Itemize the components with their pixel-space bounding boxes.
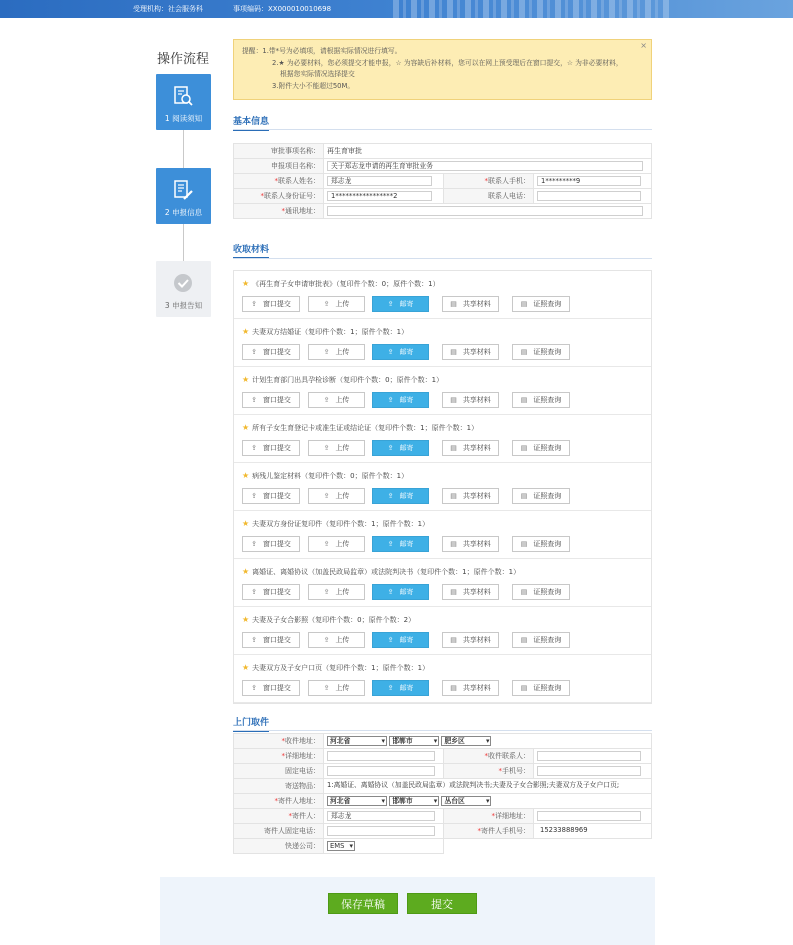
material-item bbox=[234, 415, 651, 463]
upload-tray-icon: ⇪ bbox=[323, 396, 330, 404]
document-search-icon bbox=[172, 85, 194, 107]
field-label: 寄件人地址： bbox=[278, 797, 320, 805]
sidebar-title: 操作流程 bbox=[157, 52, 210, 67]
upload-tray-icon: ⇪ bbox=[323, 684, 330, 692]
certificate-query-button[interactable] bbox=[512, 488, 570, 504]
button-label: 窗口提交 bbox=[262, 300, 291, 308]
material-item bbox=[234, 607, 651, 655]
button-label: 证照查询 bbox=[533, 492, 562, 500]
upload-button[interactable] bbox=[308, 440, 365, 456]
upload-tray-icon: ⇪ bbox=[251, 684, 257, 692]
submit-button[interactable]: 提交 bbox=[407, 893, 477, 914]
recv-city-select[interactable]: 邯郸市 ▾ bbox=[389, 736, 439, 746]
mail-button[interactable] bbox=[372, 392, 429, 408]
field-label: 收件地址： bbox=[285, 737, 320, 745]
recv-district-select[interactable]: 肥乡区 ▾ bbox=[441, 736, 491, 746]
contact-phone-input[interactable]: 1*********9 bbox=[537, 176, 641, 186]
button-label: 邮寄 bbox=[399, 540, 414, 548]
window-submit-button[interactable] bbox=[242, 536, 300, 552]
material-title: 夫妻双方结婚证（复印件个数：1；原件个数：1） bbox=[252, 328, 409, 336]
upload-button[interactable] bbox=[308, 488, 365, 504]
share-materials-button[interactable] bbox=[442, 296, 499, 312]
material-title: 夫妻双方身份证复印件（复印件个数：1；原件个数：1） bbox=[252, 520, 430, 528]
certificate-icon: ▤ bbox=[520, 300, 528, 308]
required-star-icon: ★ bbox=[242, 519, 250, 528]
section-rule bbox=[233, 129, 652, 130]
upload-tray-icon: ⇪ bbox=[387, 636, 394, 644]
required-star-icon: ★ bbox=[242, 567, 250, 576]
button-label: 窗口提交 bbox=[262, 636, 291, 644]
contact-tel-input[interactable] bbox=[537, 191, 641, 201]
upload-tray-icon: ⇪ bbox=[323, 540, 330, 548]
upload-tray-icon: ⇪ bbox=[251, 588, 257, 596]
material-title-row bbox=[242, 375, 443, 385]
sender-mobile-label-cell: *寄件人手机号： bbox=[444, 824, 534, 839]
button-label: 上传 bbox=[335, 492, 350, 500]
button-label: 邮寄 bbox=[399, 348, 414, 356]
city-skyline-decoration bbox=[393, 0, 673, 18]
sender-mobile-value[interactable]: 15233888969 bbox=[537, 826, 641, 836]
field-label: 审批事项名称： bbox=[234, 144, 324, 159]
upload-button[interactable] bbox=[308, 344, 365, 360]
button-label: 邮寄 bbox=[399, 684, 414, 692]
upload-tray-icon: ⇪ bbox=[387, 300, 394, 308]
item-code-text: 事项编码：XX000010010698 bbox=[233, 5, 332, 13]
button-label: 共享材料 bbox=[462, 396, 491, 404]
upload-tray-icon: ⇪ bbox=[387, 348, 394, 356]
check-circle-icon bbox=[172, 272, 194, 294]
save-draft-button[interactable]: 保存草稿 bbox=[328, 893, 398, 914]
upload-tray-icon: ⇪ bbox=[323, 588, 330, 596]
field-label: 固定电话： bbox=[234, 764, 324, 779]
certificate-icon: ▤ bbox=[520, 396, 528, 404]
button-label: 证照查询 bbox=[533, 540, 562, 548]
upload-button[interactable] bbox=[308, 392, 365, 408]
shared-docs-icon: ▤ bbox=[450, 300, 457, 308]
sender-addr-selects bbox=[324, 794, 652, 809]
required-star-icon: ★ bbox=[242, 471, 250, 480]
notice-line: 2.★ 为必要材料，您必须提交才能申报，☆ 为容缺后补材料，您可以在网上预受理后在窗口提交，☆ 为非必要材料， bbox=[272, 58, 623, 67]
certificate-icon: ▤ bbox=[520, 540, 528, 548]
sender-addr-label-cell: *寄件人地址： bbox=[234, 794, 324, 809]
button-label: 共享材料 bbox=[462, 540, 491, 548]
upload-tray-icon: ⇪ bbox=[387, 492, 394, 500]
material-title: 所有子女生育登记卡或准生证或结论证（复印件个数：1；原件个数：1） bbox=[252, 424, 479, 432]
material-item bbox=[234, 463, 651, 511]
section-heading-pickup: 上门取件 bbox=[233, 715, 269, 732]
certificate-icon: ▤ bbox=[520, 348, 528, 356]
id-label-cell: *联系人身份证号： bbox=[234, 189, 324, 204]
section-heading-basic-info: 基本信息 bbox=[233, 114, 269, 131]
shared-docs-icon: ▤ bbox=[450, 492, 457, 500]
upload-tray-icon: ⇪ bbox=[323, 492, 330, 500]
shared-docs-icon: ▤ bbox=[450, 444, 457, 452]
material-item bbox=[234, 559, 651, 607]
sender-name-input[interactable]: 郑志龙 bbox=[327, 811, 435, 821]
button-label: 证照查询 bbox=[533, 348, 562, 356]
button-label: 上传 bbox=[335, 636, 350, 644]
upload-tray-icon: ⇪ bbox=[323, 636, 330, 644]
button-label: 窗口提交 bbox=[262, 444, 291, 452]
item-name-value: 再生育审批 bbox=[324, 144, 652, 159]
material-title-row bbox=[242, 663, 429, 673]
share-materials-button[interactable] bbox=[442, 680, 499, 696]
recv-contact-label-cell: *收件联系人： bbox=[444, 749, 534, 764]
certificate-query-button[interactable] bbox=[512, 584, 570, 600]
material-title: 计划生育部门出具孕检诊断（复印件个数：0；原件个数：1） bbox=[252, 376, 444, 384]
step-label: 2 申报信息 bbox=[164, 208, 203, 217]
document-edit-icon bbox=[172, 179, 194, 201]
notice-line: 提醒：1.带*号为必填项，请根据实际情况进行填写。 bbox=[242, 47, 402, 55]
window-submit-button[interactable] bbox=[242, 392, 300, 408]
material-title-row bbox=[242, 519, 429, 529]
button-label: 证照查询 bbox=[533, 444, 562, 452]
upload-tray-icon: ⇪ bbox=[251, 444, 257, 452]
pickup-form bbox=[233, 733, 652, 854]
button-label: 证照查询 bbox=[533, 588, 562, 596]
mail-button[interactable] bbox=[372, 296, 429, 312]
recv-contact-input[interactable] bbox=[537, 751, 641, 761]
button-label: 共享材料 bbox=[462, 684, 491, 692]
window-submit-button[interactable] bbox=[242, 296, 300, 312]
recv-province-select[interactable]: 河北省 ▾ bbox=[327, 736, 387, 746]
mobile-label-cell: *手机号： bbox=[444, 764, 534, 779]
field-label: 通讯地址： bbox=[285, 207, 320, 215]
upload-tray-icon: ⇪ bbox=[323, 348, 330, 356]
certificate-icon: ▤ bbox=[520, 588, 528, 596]
shared-docs-icon: ▤ bbox=[450, 348, 457, 356]
field-label: 快递公司： bbox=[234, 839, 324, 854]
upload-tray-icon: ⇪ bbox=[323, 444, 330, 452]
share-materials-button[interactable] bbox=[442, 584, 499, 600]
mail-button[interactable] bbox=[372, 536, 429, 552]
upload-tray-icon: ⇪ bbox=[251, 636, 257, 644]
send-district-select[interactable]: 丛台区 ▾ bbox=[441, 796, 491, 806]
sender-detail-label-cell: *详细地址： bbox=[444, 809, 534, 824]
sender-label-cell: *寄件人： bbox=[234, 809, 324, 824]
field-label: 联系人电话： bbox=[444, 189, 534, 204]
shared-docs-icon: ▤ bbox=[450, 396, 457, 404]
id-number-input[interactable]: 1*****************2 bbox=[327, 191, 432, 201]
send-city-select[interactable]: 邯郸市 ▾ bbox=[389, 796, 439, 806]
material-item bbox=[234, 319, 651, 367]
sender-tel-input[interactable] bbox=[327, 826, 435, 836]
share-materials-button[interactable] bbox=[442, 440, 499, 456]
shared-docs-icon: ▤ bbox=[450, 636, 457, 644]
window-submit-button[interactable] bbox=[242, 680, 300, 696]
upload-tray-icon: ⇪ bbox=[251, 396, 257, 404]
upload-button[interactable] bbox=[308, 296, 365, 312]
recv-addr-label-cell: *收件地址： bbox=[234, 734, 324, 749]
upload-tray-icon: ⇪ bbox=[387, 684, 394, 692]
step-connector bbox=[183, 224, 184, 261]
field-label: 收件联系人： bbox=[488, 752, 530, 760]
field-label: 寄件人： bbox=[292, 812, 320, 820]
share-materials-button[interactable] bbox=[442, 344, 499, 360]
mail-button[interactable] bbox=[372, 632, 429, 648]
material-title-row bbox=[242, 423, 478, 433]
certificate-icon: ▤ bbox=[520, 492, 528, 500]
button-label: 邮寄 bbox=[399, 396, 414, 404]
button-label: 上传 bbox=[335, 540, 350, 548]
field-label: 寄件人手机号： bbox=[481, 827, 530, 835]
material-title: 病残儿鉴定材料（复印件个数：0；原件个数：1） bbox=[252, 472, 409, 480]
sender-detail-input[interactable] bbox=[537, 811, 641, 821]
button-label: 上传 bbox=[335, 588, 350, 596]
field-label: 详细地址： bbox=[495, 812, 530, 820]
notice-box bbox=[233, 39, 652, 100]
contact-phone-label-cell: *联系人手机： bbox=[444, 174, 534, 189]
material-title-row bbox=[242, 327, 408, 337]
button-label: 上传 bbox=[335, 396, 350, 404]
step-connector bbox=[183, 130, 184, 168]
certificate-query-button[interactable] bbox=[512, 392, 570, 408]
contact-name-input[interactable]: 郑志龙 bbox=[327, 176, 432, 186]
button-label: 窗口提交 bbox=[262, 540, 291, 548]
certificate-query-button[interactable] bbox=[512, 536, 570, 552]
upload-tray-icon: ⇪ bbox=[387, 588, 394, 596]
notice-line: 3.附件大小不能超过50M。 bbox=[272, 81, 355, 90]
button-label: 邮寄 bbox=[399, 636, 414, 644]
button-label: 窗口提交 bbox=[262, 348, 291, 356]
material-title: 离婚证、离婚协议（加盖民政局监章）或法院判决书（复印件个数：1；原件个数：1） bbox=[252, 568, 521, 576]
button-label: 邮寄 bbox=[399, 300, 414, 308]
mail-button[interactable] bbox=[372, 344, 429, 360]
project-name-input[interactable]: 关于郑志龙申请的再生育审批业务 bbox=[327, 161, 643, 171]
recv-detail-input[interactable] bbox=[327, 751, 435, 761]
window-submit-button[interactable] bbox=[242, 440, 300, 456]
field-label: 详细地址： bbox=[285, 752, 320, 760]
required-star-icon: ★ bbox=[242, 327, 250, 336]
section-rule bbox=[233, 258, 652, 259]
upload-tray-icon: ⇪ bbox=[323, 300, 330, 308]
upload-tray-icon: ⇪ bbox=[387, 444, 394, 452]
certificate-query-button[interactable] bbox=[512, 632, 570, 648]
button-label: 共享材料 bbox=[462, 492, 491, 500]
recv-fixed-tel-input[interactable] bbox=[327, 766, 435, 776]
share-materials-button[interactable] bbox=[442, 392, 499, 408]
material-item bbox=[234, 367, 651, 415]
button-label: 共享材料 bbox=[462, 444, 491, 452]
step-fill-info[interactable] bbox=[156, 168, 211, 224]
close-icon[interactable]: × bbox=[640, 41, 647, 50]
window-submit-button[interactable] bbox=[242, 584, 300, 600]
required-star-icon: ★ bbox=[242, 615, 250, 624]
recv-mobile-input[interactable] bbox=[537, 766, 641, 776]
button-label: 共享材料 bbox=[462, 300, 491, 308]
shared-docs-icon: ▤ bbox=[450, 588, 457, 596]
field-label: 手机号： bbox=[502, 767, 530, 775]
required-star-icon: ★ bbox=[242, 423, 250, 432]
notice-line: 根据您实际情况选择提交 bbox=[280, 70, 355, 78]
required-star-icon: ★ bbox=[242, 375, 250, 384]
upload-button[interactable] bbox=[308, 632, 365, 648]
upload-tray-icon: ⇪ bbox=[251, 492, 257, 500]
step-label: 3 申报告知 bbox=[164, 301, 203, 310]
field-label: 申报项目名称： bbox=[234, 159, 324, 174]
button-label: 邮寄 bbox=[399, 588, 414, 596]
button-label: 窗口提交 bbox=[262, 396, 291, 404]
material-title: 夫妻双方及子女户口页（复印件个数：1；原件个数：1） bbox=[252, 664, 430, 672]
material-title-row bbox=[242, 615, 415, 625]
button-label: 窗口提交 bbox=[262, 684, 291, 692]
button-label: 邮寄 bbox=[399, 492, 414, 500]
window-submit-button[interactable] bbox=[242, 632, 300, 648]
share-materials-button[interactable] bbox=[442, 536, 499, 552]
upload-button[interactable] bbox=[308, 584, 365, 600]
material-item bbox=[234, 511, 651, 559]
button-label: 证照查询 bbox=[533, 396, 562, 404]
upload-tray-icon: ⇪ bbox=[251, 348, 257, 356]
recv-addr-selects bbox=[324, 734, 652, 749]
material-title-row bbox=[242, 567, 520, 577]
button-label: 上传 bbox=[335, 444, 350, 452]
step-notification[interactable] bbox=[156, 261, 211, 317]
upload-button[interactable] bbox=[308, 536, 365, 552]
button-label: 上传 bbox=[335, 348, 350, 356]
basic-info-form bbox=[233, 143, 652, 219]
contact-name-label-cell: *联系人姓名： bbox=[234, 174, 324, 189]
material-title: 《再生育子女申请审批表》（复印件个数：0；原件个数：1） bbox=[252, 280, 440, 288]
share-materials-button[interactable] bbox=[442, 488, 499, 504]
certificate-query-button[interactable] bbox=[512, 680, 570, 696]
upload-button[interactable] bbox=[308, 680, 365, 696]
shared-docs-icon: ▤ bbox=[450, 540, 457, 548]
required-star-icon: ★ bbox=[242, 279, 250, 288]
address-input[interactable] bbox=[327, 206, 643, 216]
upload-tray-icon: ⇪ bbox=[251, 540, 257, 548]
certificate-icon: ▤ bbox=[520, 636, 528, 644]
mail-button[interactable] bbox=[372, 488, 429, 504]
agency-text: 受理机构：社会服务科 bbox=[133, 5, 203, 13]
upload-tray-icon: ⇪ bbox=[387, 396, 394, 404]
button-label: 邮寄 bbox=[399, 444, 414, 452]
step-read-notice[interactable] bbox=[156, 74, 211, 130]
button-label: 证照查询 bbox=[533, 636, 562, 644]
button-label: 共享材料 bbox=[462, 636, 491, 644]
section-rule bbox=[233, 730, 652, 731]
field-label: 寄送物品： bbox=[234, 779, 324, 794]
empty-cell bbox=[444, 839, 652, 854]
certificate-icon: ▤ bbox=[520, 444, 528, 452]
certificate-query-button[interactable] bbox=[512, 296, 570, 312]
section-heading-materials: 收取材料 bbox=[233, 242, 269, 259]
field-label: 联系人身份证号： bbox=[264, 192, 320, 200]
certificate-icon: ▤ bbox=[520, 684, 528, 692]
window-submit-button[interactable] bbox=[242, 488, 300, 504]
mail-button[interactable] bbox=[372, 440, 429, 456]
button-label: 共享材料 bbox=[462, 348, 491, 356]
materials-list bbox=[233, 270, 652, 704]
upload-tray-icon: ⇪ bbox=[387, 540, 394, 548]
send-items-value: 1:离婚证、离婚协议（加盖民政局监章）或法院判决书;夫妻及子女合影照;夫妻双方及子女户口页; bbox=[327, 781, 649, 791]
address-label-cell: *通讯地址： bbox=[234, 204, 324, 219]
send-province-select[interactable]: 河北省 ▾ bbox=[327, 796, 387, 806]
shared-docs-icon: ▤ bbox=[450, 684, 457, 692]
window-submit-button[interactable] bbox=[242, 344, 300, 360]
step-label: 1 阅读须知 bbox=[164, 114, 203, 123]
button-label: 窗口提交 bbox=[262, 588, 291, 596]
material-item bbox=[234, 655, 651, 703]
button-label: 上传 bbox=[335, 300, 350, 308]
certificate-query-button[interactable] bbox=[512, 440, 570, 456]
material-title-row bbox=[242, 279, 440, 289]
field-label: 联系人姓名： bbox=[278, 177, 320, 185]
button-label: 共享材料 bbox=[462, 588, 491, 596]
button-label: 上传 bbox=[335, 684, 350, 692]
detail-label-cell: *详细地址： bbox=[234, 749, 324, 764]
mail-button[interactable] bbox=[372, 680, 429, 696]
top-banner bbox=[0, 0, 793, 18]
certificate-query-button[interactable] bbox=[512, 344, 570, 360]
button-label: 证照查询 bbox=[533, 684, 562, 692]
share-materials-button[interactable] bbox=[442, 632, 499, 648]
material-title-row bbox=[242, 471, 408, 481]
material-title: 夫妻及子女合影照（复印件个数：0；原件个数：2） bbox=[252, 616, 416, 624]
button-label: 窗口提交 bbox=[262, 492, 291, 500]
required-star-icon: ★ bbox=[242, 663, 250, 672]
button-label: 证照查询 bbox=[533, 300, 562, 308]
material-item bbox=[234, 271, 651, 319]
mail-button[interactable] bbox=[372, 584, 429, 600]
field-label: 联系人手机： bbox=[488, 177, 530, 185]
courier-select[interactable]: EMS ▾ bbox=[327, 841, 355, 851]
field-label: 寄件人固定电话： bbox=[234, 824, 324, 839]
upload-tray-icon: ⇪ bbox=[251, 300, 257, 308]
